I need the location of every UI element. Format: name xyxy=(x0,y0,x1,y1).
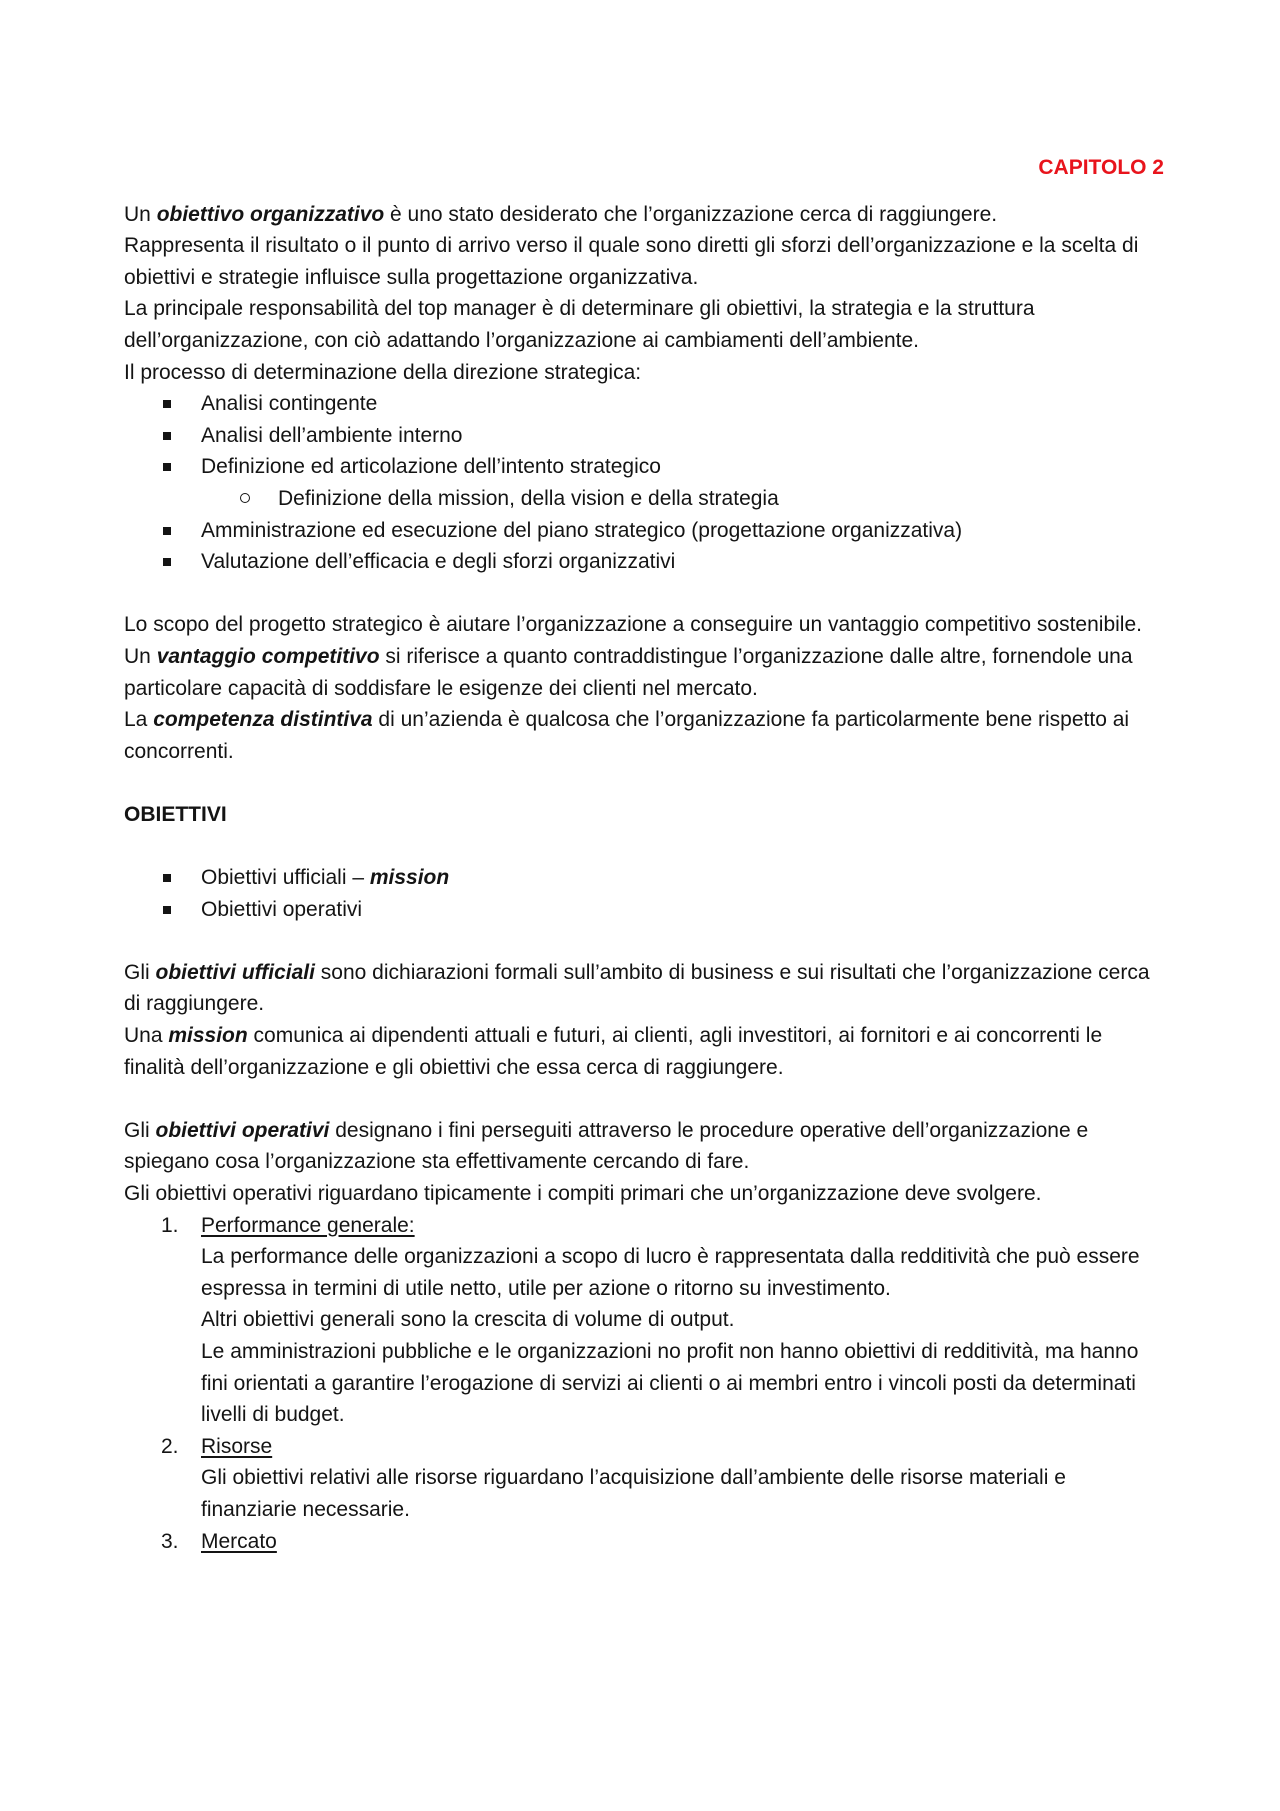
strategy-paragraph-1: Lo scopo del progetto strategico è aiutare l’organizzazione a conseguire un vantaggio competitivo sostenibile. xyxy=(124,613,1142,637)
list-item xyxy=(124,546,1164,578)
chapter-heading: CAPITOLO 2 xyxy=(1038,156,1164,179)
text: comunica ai dipendenti attuali e futuri, ai clienti, agli investitori, ai fornitori e ai concorrenti le finalità dell’organizzazione e gli obiettivi che essa cerca di raggiungere. xyxy=(124,1024,1103,1079)
numbered-item-2 xyxy=(124,1431,1164,1526)
list-item xyxy=(124,388,1164,420)
spacer xyxy=(124,767,1164,799)
square-bullet-icon xyxy=(163,527,171,535)
numbered-item-title: Risorse xyxy=(201,1434,273,1458)
text: designano i fini perseguiti attraverso le procedure operative dell’organizzazione e spiegano cosa l’organizzazione sta effettivamente cercando di fare. xyxy=(124,1118,1089,1174)
list-item xyxy=(124,420,1164,452)
term-obiettivi-operativi: obiettivi operativi xyxy=(155,1118,330,1142)
objectives-list xyxy=(124,862,1164,925)
official-paragraph-1 xyxy=(124,957,1164,1020)
text: è uno stato desiderato che l’organizzazione cerca di raggiungere. xyxy=(384,202,998,226)
text: La xyxy=(124,708,154,732)
intro-paragraph-3: La principale responsabilità del top manager è di determinare gli obiettivi, la strategia e la struttura dell’organizzazione, con ciò adattando l’organizzazione ai cambiamenti dell’ambiente. xyxy=(124,297,1035,352)
numbered-item-title: Performance generale: xyxy=(201,1213,415,1237)
square-bullet-icon xyxy=(163,432,171,440)
numbered-item-1 xyxy=(124,1210,1164,1431)
list-item-text: Valutazione dell’efficacia e degli sforzi organizzativi xyxy=(201,550,676,574)
square-bullet-icon xyxy=(163,906,171,914)
process-list xyxy=(124,388,1164,578)
section-heading-obiettivi: OBIETTIVI xyxy=(124,802,227,826)
numbered-item-text: La performance delle organizzazioni a scopo di lucro è rappresentata dalla redditività che può essere espressa in termini di utile netto, utile per azione o ritorno su investimento. xyxy=(201,1245,1140,1300)
page-content xyxy=(124,152,1164,1557)
intro-paragraph-2: Rappresenta il risultato o il punto di arrivo verso il quale sono diretti gli sforzi dell’organizzazione e la scelta di obiettivi e strategie influisce sulla progettazione organizzativa. xyxy=(124,234,1139,289)
numbered-item-title: Mercato xyxy=(201,1529,277,1553)
list-item-text: Definizione ed articolazione dell’intento strategico xyxy=(201,455,661,479)
list-item xyxy=(124,894,1164,926)
list-number: 1. xyxy=(161,1213,179,1237)
square-bullet-icon xyxy=(163,400,171,408)
term-vantaggio-competitivo: vantaggio competitivo xyxy=(156,644,380,668)
square-bullet-icon xyxy=(163,558,171,566)
list-item-text: Analisi dell’ambiente interno xyxy=(201,423,463,447)
text: sono dichiarazioni formali sull’ambito di business e sui risultati che l’organizzazione cerca di raggiungere. xyxy=(124,960,1150,1016)
term-mission: mission xyxy=(168,1024,248,1048)
text: Una xyxy=(124,1024,169,1048)
text: Un xyxy=(124,644,157,668)
list-number: 2. xyxy=(161,1434,179,1458)
strategy-paragraph-3 xyxy=(124,704,1164,767)
sub-list xyxy=(201,483,1164,515)
numbered-item-3 xyxy=(124,1526,1164,1558)
spacer xyxy=(124,1083,1164,1115)
intro-definition xyxy=(124,199,1164,231)
operative-paragraph-1 xyxy=(124,1115,1164,1178)
numbered-item-text: Le amministrazioni pubbliche e le organizzazioni no profit non hanno obiettivi di redditività, ma hanno fini orientati a garantire l’erogazione di servizi ai clienti o ai membri entro i vincoli posti da determinati livelli di budget. xyxy=(201,1339,1139,1427)
list-item xyxy=(124,862,1164,894)
square-bullet-icon xyxy=(163,463,171,471)
list-item xyxy=(124,515,1164,547)
list-item-text: Obiettivi operativi xyxy=(201,897,363,921)
term-mission: mission xyxy=(369,866,450,890)
sub-list-item xyxy=(201,483,1164,515)
numbered-item-text: Gli obiettivi relativi alle risorse riguardano l’acquisizione dall’ambiente delle risorse materiali e finanziarie necessarie. xyxy=(201,1466,1066,1521)
spacer xyxy=(124,830,1164,862)
text: si riferisce a quanto contraddistingue l’organizzazione dalle altre, fornendole una particolare capacità di soddisfare le esigenze dei clienti nel mercato. xyxy=(124,644,1133,700)
term-obiettivo-organizzativo: obiettivo organizzativo xyxy=(156,202,385,226)
intro-paragraph-4: Il processo di determinazione della direzione strategica: xyxy=(124,360,642,384)
spacer xyxy=(124,578,1164,610)
term-obiettivi-ufficiali: obiettivi ufficiali xyxy=(155,960,315,984)
strategy-paragraph-2 xyxy=(124,641,1164,704)
term-competenza-distintiva: competenza distintiva xyxy=(153,708,373,732)
list-number: 3. xyxy=(161,1529,179,1553)
text: di un’azienda è qualcosa che l’organizzazione fa particolarmente bene rispetto ai concorrenti. xyxy=(124,708,1130,763)
list-item-text: Definizione della mission, della vision e della strategia xyxy=(278,486,779,510)
list-item-text: Amministrazione ed esecuzione del piano strategico (progettazione organizzativa) xyxy=(201,518,963,542)
operative-paragraph-2: Gli obiettivi operativi riguardano tipicamente i compiti primari che un’organizzazione deve svolgere. xyxy=(124,1182,1042,1205)
text: Un xyxy=(124,202,157,226)
numbered-list xyxy=(124,1210,1164,1558)
official-paragraph-2 xyxy=(124,1020,1164,1083)
list-item-text: Obiettivi ufficiali – xyxy=(201,866,370,890)
text: Gli xyxy=(124,960,156,984)
numbered-item-text: Altri obiettivi generali sono la crescita di volume di output. xyxy=(201,1308,735,1332)
list-item xyxy=(124,451,1164,514)
list-item-text: Analisi contingente xyxy=(201,392,378,416)
square-bullet-icon xyxy=(163,874,171,882)
spacer xyxy=(124,925,1164,957)
text: Gli xyxy=(124,1118,156,1142)
circle-bullet-icon xyxy=(240,493,250,503)
